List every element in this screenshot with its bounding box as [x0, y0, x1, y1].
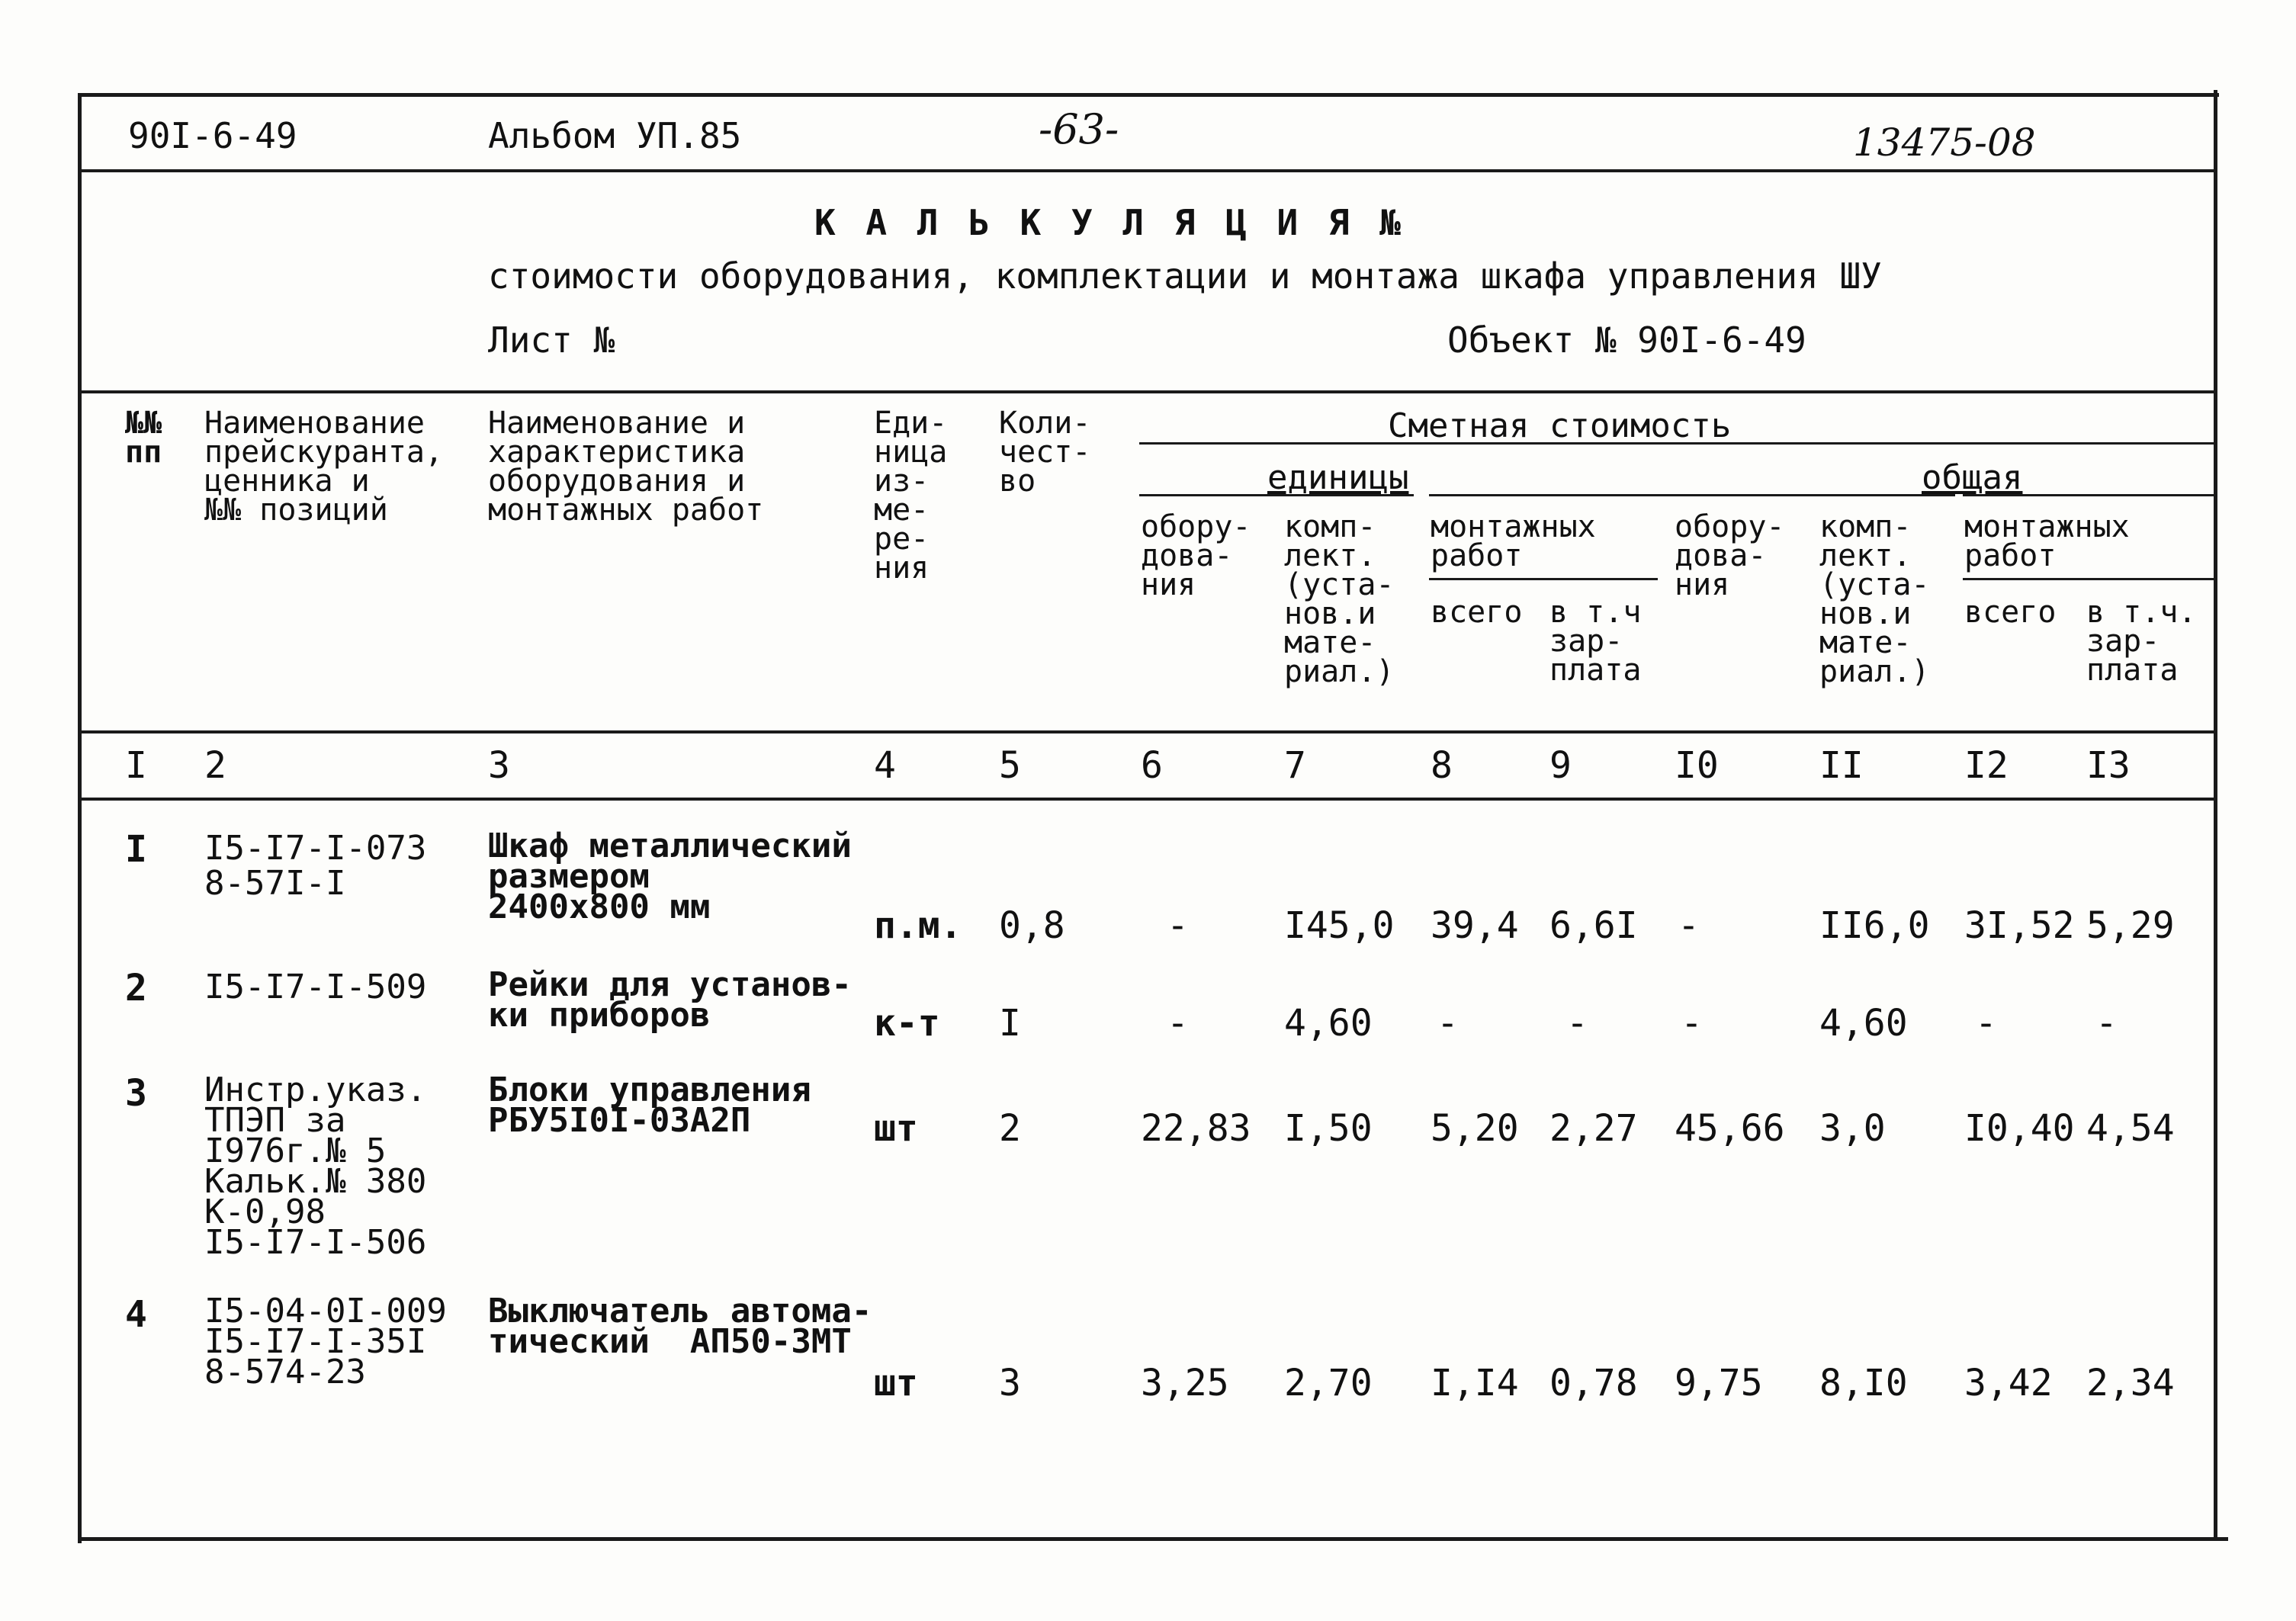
row-cell-11: 3,0 [1819, 1107, 1886, 1150]
row-quantity: I [999, 1002, 1021, 1045]
row-cell-6: - [1167, 904, 1189, 947]
stamp-separator-line [78, 169, 2216, 172]
row-number: I [125, 828, 147, 871]
row-cell-10: 45,66 [1675, 1107, 1785, 1150]
header-unit-mounting-all: всего [1431, 595, 1523, 630]
row-unit: шт [874, 1107, 918, 1150]
header-total-complect: комп- лект. (уста- нов.и мате- риал.) [1819, 509, 1930, 689]
header-equipment-name: Наименование и характеристика оборудования и монтажных работ [488, 406, 764, 528]
row-cell-8: 5,20 [1431, 1107, 1519, 1150]
header-unit-group: единицы [1267, 458, 1409, 497]
column-number-10: I0 [1675, 744, 1719, 787]
header-total-mounting: монтажных работ [1964, 509, 2130, 573]
header-estimate-cost: Сметная стоимость [1388, 406, 1732, 445]
column-number-12: I2 [1964, 744, 2009, 787]
row-equipment-name: Рейки для установ- ки приборов [488, 965, 852, 1035]
column-number-7: 7 [1284, 744, 1306, 787]
frame-bottom-line [78, 1537, 2228, 1541]
row-pricelist-code: I5-I7-I-509 [204, 968, 427, 1006]
header-quantity: Коли- чест- во [999, 406, 1091, 499]
column-number-2: 2 [204, 744, 226, 787]
header-total-mounting-salary: в т.ч. зар- плата [2086, 595, 2197, 688]
frame-left-line [78, 93, 82, 1543]
row-cell-8: I,I4 [1431, 1362, 1519, 1404]
row-cell-13: - [2095, 1002, 2118, 1045]
sheet-label: Лист № [488, 319, 615, 361]
row-pricelist-code: I5-04-0I-009 I5-I7-I-35I 8-574-23 [204, 1292, 447, 1391]
header-bottom-line [78, 730, 2216, 733]
frame-top-line [78, 93, 2219, 97]
row-cell-6: 3,25 [1141, 1362, 1229, 1404]
page-number: -63- [1039, 105, 1119, 153]
row-cell-10: - [1681, 1002, 1703, 1045]
row-equipment-name: Блоки управления РБУ5I0I-03А2П [488, 1071, 811, 1140]
row-cell-11: 4,60 [1819, 1002, 1908, 1045]
row-cell-9: 6,6I [1549, 904, 1638, 947]
row-cell-6: - [1167, 1002, 1189, 1045]
column-number-13: I3 [2086, 744, 2131, 787]
row-cell-9: - [1566, 1002, 1588, 1045]
total-mounting-underline [1963, 578, 2216, 580]
row-unit: п.м. [874, 904, 962, 947]
header-unit-mounting-salary: в т.ч зар- плата [1549, 595, 1642, 688]
row-cell-12: - [1975, 1002, 1997, 1045]
row-cell-11: 8,I0 [1819, 1362, 1908, 1404]
row-quantity: 2 [999, 1107, 1021, 1150]
row-quantity: 3 [999, 1362, 1021, 1404]
column-number-11: II [1819, 744, 1864, 787]
row-cell-10: 9,75 [1675, 1362, 1763, 1404]
row-cell-9: 2,27 [1549, 1107, 1638, 1150]
document-title: К А Л Ь К У Л Я Ц И Я № [814, 202, 1405, 243]
document-subtitle: стоимости оборудования, комплектации и монтажа шкафа управления ШУ [488, 255, 1882, 297]
row-equipment-name: Шкаф металлический размером 2400х800 мм [488, 827, 852, 926]
column-numbers-bottom-line [78, 798, 2216, 801]
header-unit-equipment: обору- дова- ния [1141, 509, 1251, 602]
row-cell-8: 39,4 [1431, 904, 1519, 947]
row-cell-7: 2,70 [1284, 1362, 1373, 1404]
row-number: 2 [125, 967, 147, 1010]
table-top-line [78, 390, 2216, 393]
column-number-3: 3 [488, 744, 510, 787]
column-number-9: 9 [1549, 744, 1572, 787]
row-number: 4 [125, 1293, 147, 1336]
header-row-number: №№ пп [125, 406, 162, 470]
row-pricelist-code: Инстр.указ. ТПЭП за I976г.№ 5 Кальк.№ 380 К-0,98 I5-I7-I-506 [204, 1071, 427, 1262]
header-unit-complect: комп- лект. (уста- нов.и мате- риал.) [1284, 509, 1395, 689]
row-cell-6: 22,83 [1141, 1107, 1251, 1150]
row-quantity: 0,8 [999, 904, 1065, 947]
row-cell-10: - [1678, 904, 1700, 947]
row-cell-13: 5,29 [2086, 904, 2175, 947]
row-cell-11: II6,0 [1819, 904, 1930, 947]
header-total-group: общая [1922, 458, 2023, 497]
row-pricelist-code: I5-I7-I-073 8-57I-I [204, 829, 427, 903]
column-number-6: 6 [1141, 744, 1163, 787]
row-cell-13: 2,34 [2086, 1362, 2175, 1404]
row-cell-7: I,50 [1284, 1107, 1373, 1150]
column-number-4: 4 [874, 744, 896, 787]
header-total-mounting-all: всего [1964, 595, 2057, 630]
row-cell-12: I0,40 [1964, 1107, 2075, 1150]
row-cell-12: 3,42 [1964, 1362, 2053, 1404]
header-unit: Еди- ница из- ме- ре- ния [874, 406, 948, 586]
column-number-8: 8 [1431, 744, 1453, 787]
row-equipment-name: Выключатель автома- тический АП50-3МТ [488, 1292, 872, 1361]
header-total-equipment: обору- дова- ния [1675, 509, 1785, 602]
row-cell-8: - [1437, 1002, 1459, 1045]
object-label: Объект № 90I-6-49 [1447, 319, 1806, 361]
column-number-1: I [125, 744, 147, 787]
inventory-number: 13475-08 [1853, 120, 2036, 165]
header-pricelist-name: Наименование прейскуранта, ценника и №№ позиций [204, 406, 444, 528]
column-number-5: 5 [999, 744, 1021, 787]
header-unit-mounting: монтажных работ [1431, 509, 1596, 573]
row-cell-13: 4,54 [2086, 1107, 2175, 1150]
unit-mounting-underline [1429, 578, 1658, 580]
row-unit: шт [874, 1362, 918, 1404]
row-cell-12: 3I,52 [1964, 904, 2075, 947]
row-number: 3 [125, 1072, 147, 1115]
unit-group-underline-2 [1429, 494, 1688, 496]
total-group-underline [1673, 494, 1955, 496]
document-number: 90I-6-49 [128, 115, 297, 156]
row-cell-7: I45,0 [1284, 904, 1395, 947]
frame-right-line [2214, 90, 2217, 1539]
row-cell-9: 0,78 [1549, 1362, 1638, 1404]
row-cell-7: 4,60 [1284, 1002, 1373, 1045]
row-unit: к-т [874, 1002, 940, 1045]
album-label: Альбом УП.85 [488, 115, 742, 156]
